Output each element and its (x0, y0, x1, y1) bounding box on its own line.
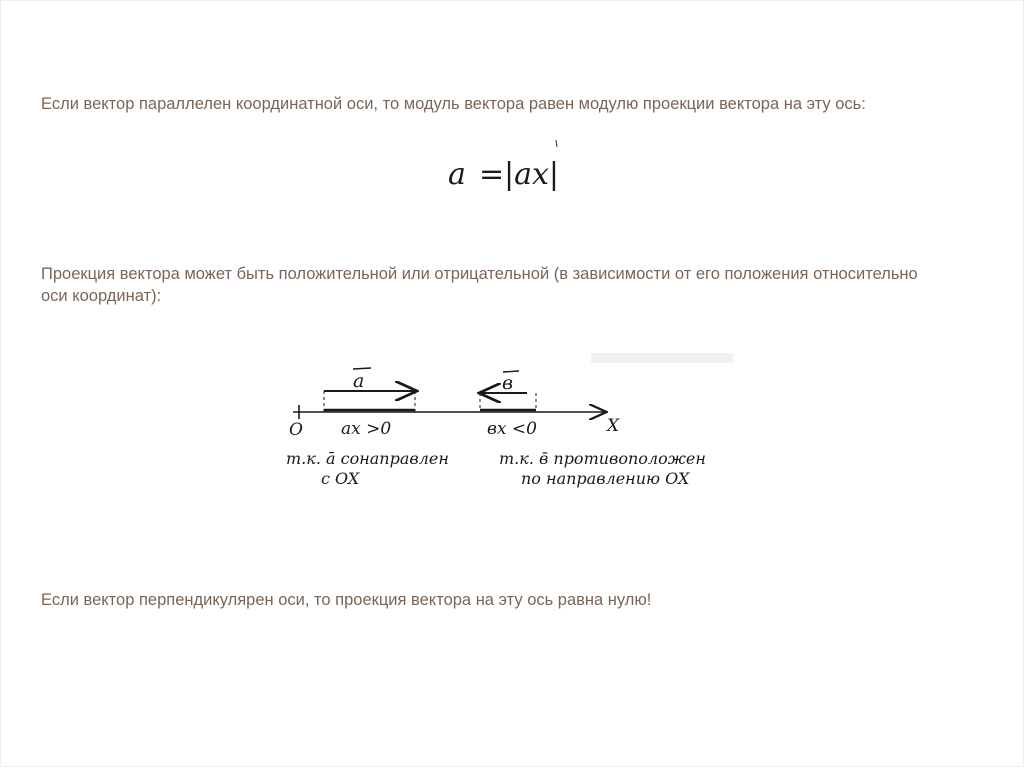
vector-a-label: a (353, 370, 365, 392)
projection-b-label: вx <0 (487, 419, 537, 439)
formula-lhs: a (448, 157, 466, 192)
origin-label: O (289, 420, 303, 440)
note-a-line1: т.к. ā сонаправлен (286, 449, 449, 468)
formula-rhs: |ax| (504, 157, 560, 192)
note-b-line2: по направлению OX (521, 469, 690, 488)
vector-b-label: в (502, 372, 514, 394)
paragraph-parallel: Если вектор параллелен координатной оси, то модуль вектора равен модулю проекции вектора на эту ось: (41, 95, 866, 113)
note-a-line2: с OX (321, 469, 360, 488)
formula-equals: = (479, 157, 505, 192)
paragraph-sign: Проекция вектора может быть положительной или отрицательной (в зависимости от его положения относительно оси координат): (41, 265, 918, 305)
scan-artifact (591, 353, 733, 363)
projection-a-label: ax >0 (341, 419, 392, 439)
paragraph-perpendicular: Если вектор перпендикулярен оси, то проекция вектора на эту ось равна нулю! (41, 591, 652, 609)
projection-diagram (1, 1, 1024, 768)
note-b-line1: т.к. в̄ противоположен (499, 449, 706, 468)
vector-a-bar (353, 368, 371, 369)
axis-label: X (607, 416, 620, 436)
